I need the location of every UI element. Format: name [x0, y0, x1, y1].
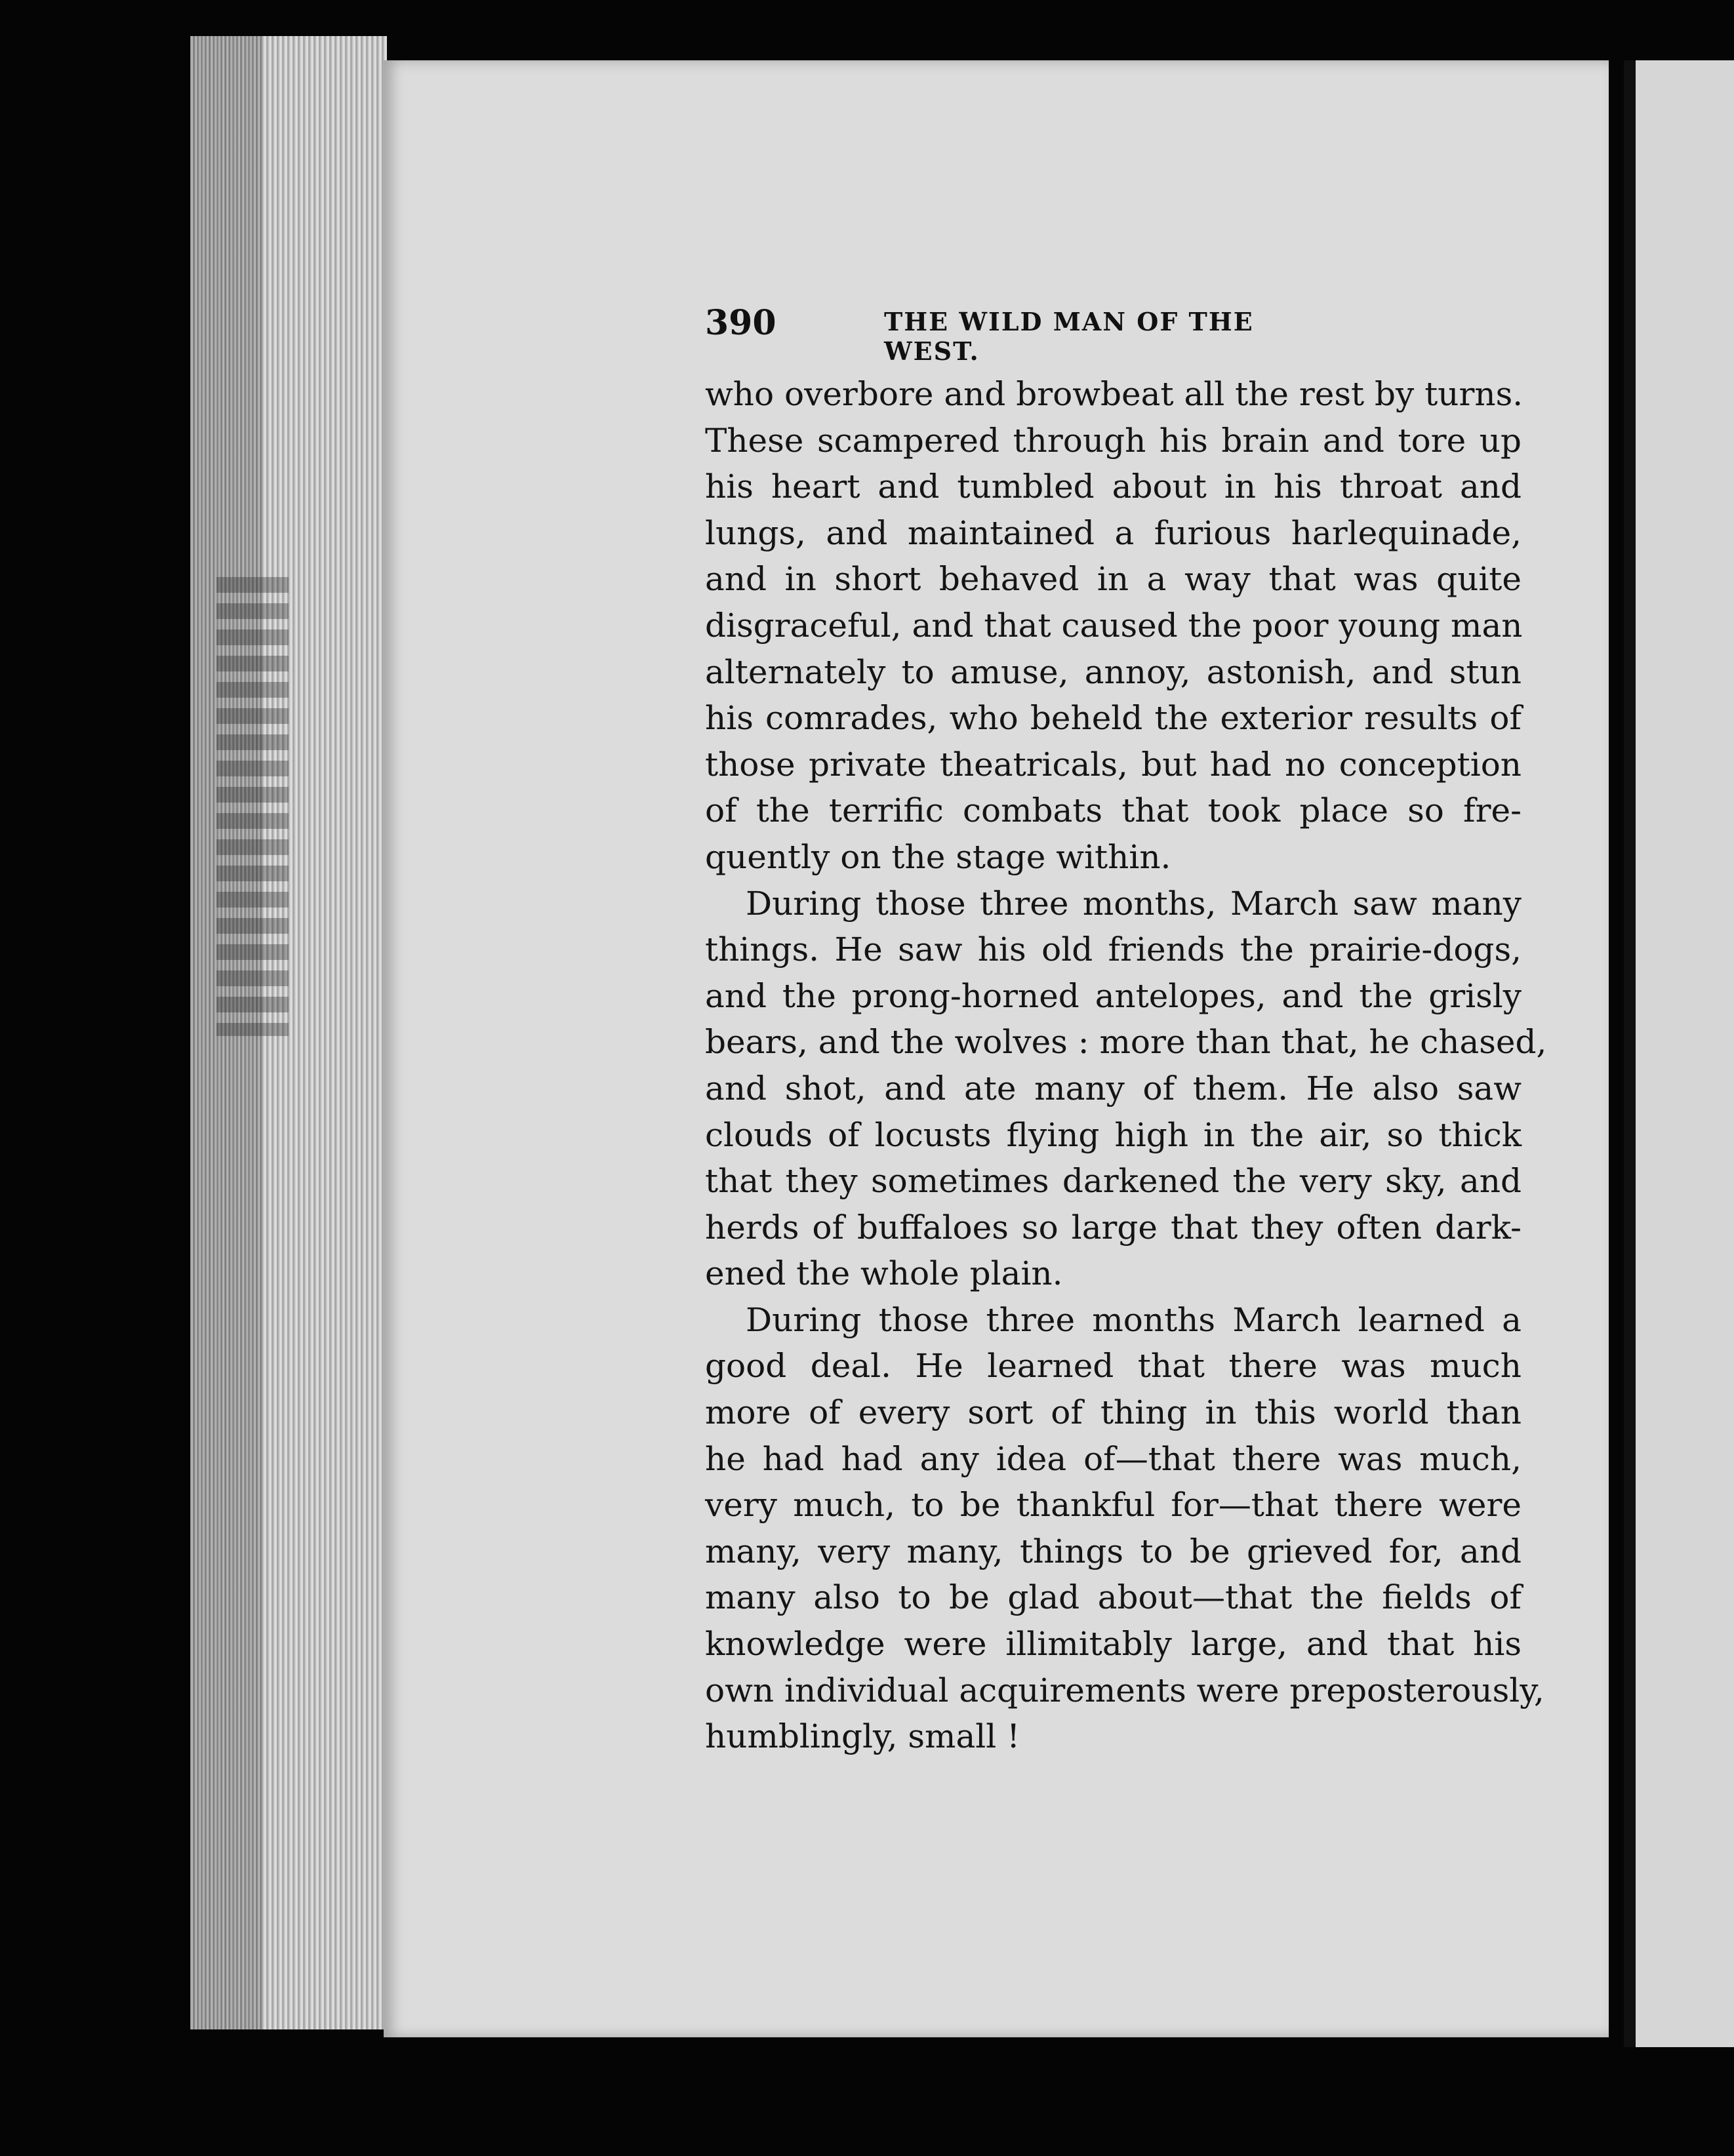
text-line: and the prong-horned antelopes, and the grisly	[705, 976, 1522, 1015]
text-line: alternately to amuse, annoy, astonish, and stun	[705, 652, 1522, 691]
text-line: clouds of locusts flying high in the air, so thick	[705, 1115, 1522, 1154]
text-line: good deal. He learned that there was much	[705, 1347, 1522, 1386]
text-line: his comrades, who beheld the exterior results of	[705, 699, 1522, 738]
page-number: 390	[705, 303, 776, 343]
text-line: During those three months March learned a	[746, 1300, 1522, 1339]
text-line: many, very many, things to be grieved for, and	[705, 1532, 1522, 1570]
text-line: who overbore and browbeat all the rest by turns.	[705, 375, 1523, 413]
text-line: knowledge were illimitably large, and that his	[705, 1625, 1522, 1664]
text-line: lungs, and maintained a furious harlequinade,	[705, 513, 1522, 552]
text-line: During those three months, March saw many	[746, 884, 1522, 923]
text-line: he had had any idea of—that there was much,	[705, 1439, 1522, 1478]
text-line: own individual acquirements were preposterously,	[705, 1671, 1544, 1709]
text-line: many also to be glad about—that the fields of	[705, 1578, 1522, 1617]
text-line: disgraceful, and that caused the poor young man	[705, 606, 1523, 645]
text-line: herds of buffaloes so large that they often dark-	[705, 1208, 1522, 1247]
text-line: that they sometimes darkened the very sky, and	[705, 1162, 1522, 1201]
text-line: and shot, and ate many of them. He also saw	[705, 1069, 1522, 1108]
text-line: more of every sort of thing in this world than	[705, 1393, 1522, 1432]
text-line: humblingly, small !	[705, 1717, 1020, 1756]
facing-page-edge	[1624, 60, 1734, 2047]
text-line: quently on the stage within.	[705, 837, 1171, 876]
text-line: things. He saw his old friends the prairie-dogs,	[705, 930, 1522, 969]
text-line: ened the whole plain.	[705, 1254, 1063, 1293]
text-line: those private theatricals, but had no conception	[705, 745, 1522, 784]
text-line: his heart and tumbled about in his throat and	[705, 468, 1522, 506]
library-stamp	[216, 577, 289, 1036]
running-head	[705, 303, 1354, 366]
text-line: These scampered through his brain and tore up	[705, 421, 1522, 460]
text-line: very much, to be thankful for—that there were	[705, 1486, 1522, 1525]
body-text	[705, 371, 1547, 1760]
text-line: of the terrific combats that took place so fre-	[705, 791, 1522, 830]
running-title: THE WILD MAN OF THE WEST.	[884, 307, 1254, 366]
text-line: and in short behaved in a way that was quite	[705, 560, 1522, 599]
text-line: bears, and the wolves : more than that, he chased,	[705, 1023, 1547, 1062]
